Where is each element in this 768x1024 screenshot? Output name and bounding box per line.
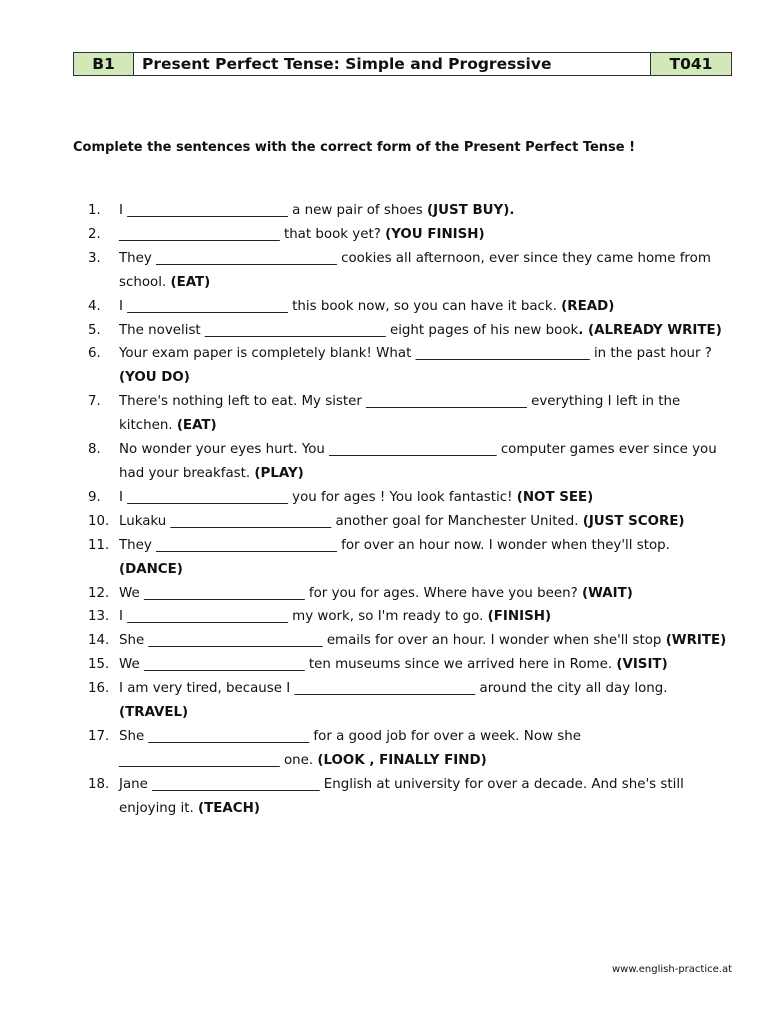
exercise-number: 4. xyxy=(88,298,101,314)
exercise-item xyxy=(88,653,733,677)
sentence-text: ________________________ that book yet? xyxy=(119,226,386,242)
exercise-number: 9. xyxy=(88,489,101,505)
exercise-item xyxy=(88,247,733,295)
exercise-item xyxy=(88,486,733,510)
sentence-text: I ________________________ a new pair of shoes xyxy=(119,203,428,218)
exercise-number: 2. xyxy=(88,226,101,242)
exercise-number: 7. xyxy=(88,394,101,410)
exercise-item xyxy=(88,725,733,773)
exercise-number: 14. xyxy=(88,633,110,649)
exercise-text xyxy=(119,438,733,486)
verb-hint: (DANCE) xyxy=(119,561,183,577)
sentence-text: We ________________________ for you for ages. Where have you been? xyxy=(119,585,582,601)
exercise-text xyxy=(119,510,733,534)
verb-hint: (READ) xyxy=(561,298,615,314)
sentence-text: Lukaku ________________________ another goal for Manchester United. xyxy=(119,513,583,529)
worksheet-header xyxy=(73,52,732,76)
exercise-number: 6. xyxy=(88,346,101,362)
exercise-number: 10. xyxy=(88,513,110,529)
exercise-text xyxy=(119,199,733,223)
verb-hint: (VISIT) xyxy=(616,657,668,673)
exercise-list xyxy=(88,199,733,821)
verb-hint: (FINISH) xyxy=(487,609,552,625)
exercise-number: 15. xyxy=(88,657,110,673)
exercise-text xyxy=(119,725,733,773)
exercise-item xyxy=(88,677,733,725)
level-label: B1 xyxy=(74,53,134,75)
exercise-number: 11. xyxy=(88,537,110,553)
verb-hint: (EAT) xyxy=(176,418,217,434)
exercise-number: 18. xyxy=(88,776,110,792)
exercise-item xyxy=(88,390,733,438)
exercise-text xyxy=(119,390,733,438)
exercise-item xyxy=(88,605,733,629)
exercise-text xyxy=(119,582,733,606)
sentence-text: They ___________________________ for over an hour now. I wonder when they'll stop. xyxy=(119,537,670,553)
footer-url: www.english-practice.at xyxy=(611,964,732,975)
sentence-text: We ________________________ ten museums since we arrived here in Rome. xyxy=(119,657,617,673)
exercise-number: 13. xyxy=(88,609,110,625)
exercise-number: 8. xyxy=(88,442,101,458)
exercise-text xyxy=(119,486,733,510)
sentence-text: I ________________________ my work, so I'm ready to go. xyxy=(119,609,488,625)
verb-hint: (YOU DO) xyxy=(119,370,190,386)
sentence-text: The novelist ___________________________ eight pages of his new book xyxy=(119,322,579,338)
sentence-text: I am very tired, because I ___________________________ around the city all day long. xyxy=(119,681,668,697)
verb-hint: (YOU FINISH) xyxy=(385,226,485,242)
sentence-text: Your exam paper is completely blank! What __________________________ in the past hour ? xyxy=(119,346,712,362)
sentence-text: They ___________________________ cookies all afternoon, ever since they came home from school. xyxy=(119,250,711,290)
exercise-text xyxy=(119,653,733,677)
exercise-item xyxy=(88,534,733,582)
verb-hint: (TRAVEL) xyxy=(119,705,189,721)
exercise-item xyxy=(88,319,733,343)
exercise-item xyxy=(88,199,733,223)
exercise-number: 5. xyxy=(88,322,101,338)
exercise-number: 3. xyxy=(88,250,101,266)
verb-hint: (EAT) xyxy=(170,274,211,290)
exercise-item xyxy=(88,629,733,653)
verb-hint: (PLAY) xyxy=(254,465,304,481)
exercise-item xyxy=(88,438,733,486)
exercise-text xyxy=(119,247,733,295)
instruction-text: Complete the sentences with the correct form of the Present Perfect Tense ! xyxy=(73,140,636,155)
sentence-text: I ________________________ this book now, so you can have it back. xyxy=(119,298,562,314)
exercise-number: 12. xyxy=(88,585,110,601)
exercise-item xyxy=(88,582,733,606)
exercise-number: 17. xyxy=(88,728,110,744)
verb-hint: (WRITE) xyxy=(665,633,727,649)
sentence-text: I ________________________ you for ages ! You look fantastic! xyxy=(119,489,517,505)
exercise-text xyxy=(119,319,733,343)
exercise-item xyxy=(88,773,733,821)
exercise-number: 16. xyxy=(88,681,110,697)
sentence-text: She __________________________ emails for over an hour. I wonder when she'll stop xyxy=(119,633,666,649)
verb-hint: (LOOK , FINALLY FIND) xyxy=(317,752,487,768)
worksheet-title: Present Perfect Tense: Simple and Progressive xyxy=(134,53,651,75)
exercise-text xyxy=(119,605,733,629)
verb-hint: (TEACH) xyxy=(198,800,260,816)
exercise-text xyxy=(119,677,733,725)
exercise-item xyxy=(88,510,733,534)
exercise-text xyxy=(119,773,733,821)
exercise-item xyxy=(88,342,733,390)
verb-hint: (JUST SCORE) xyxy=(582,513,685,529)
exercise-item xyxy=(88,295,733,319)
verb-hint: (NOT SEE) xyxy=(516,489,594,505)
exercise-text xyxy=(119,629,733,653)
exercise-item xyxy=(88,223,733,247)
sentence-text: She ________________________ for a good job for over a week. Now she ________________________ one. xyxy=(119,728,581,768)
worksheet-code: T041 xyxy=(651,53,731,75)
exercise-text xyxy=(119,223,733,247)
sentence-text: There's nothing left to eat. My sister ________________________ everything I left in the kitchen. xyxy=(119,394,681,434)
verb-hint: . (ALREADY WRITE) xyxy=(578,322,722,338)
exercise-text xyxy=(119,534,733,582)
sentence-text: No wonder your eyes hurt. You _________________________ computer games ever since you had your breakfast. xyxy=(119,442,717,481)
exercise-text xyxy=(119,295,733,319)
exercise-number: 1. xyxy=(88,203,101,218)
sentence-text: Jane _________________________ English at university for over a decade. And she's still enjoying it. xyxy=(119,776,684,816)
verb-hint: (WAIT) xyxy=(582,585,633,601)
verb-hint: (JUST BUY). xyxy=(427,203,515,218)
exercise-text xyxy=(119,342,733,390)
